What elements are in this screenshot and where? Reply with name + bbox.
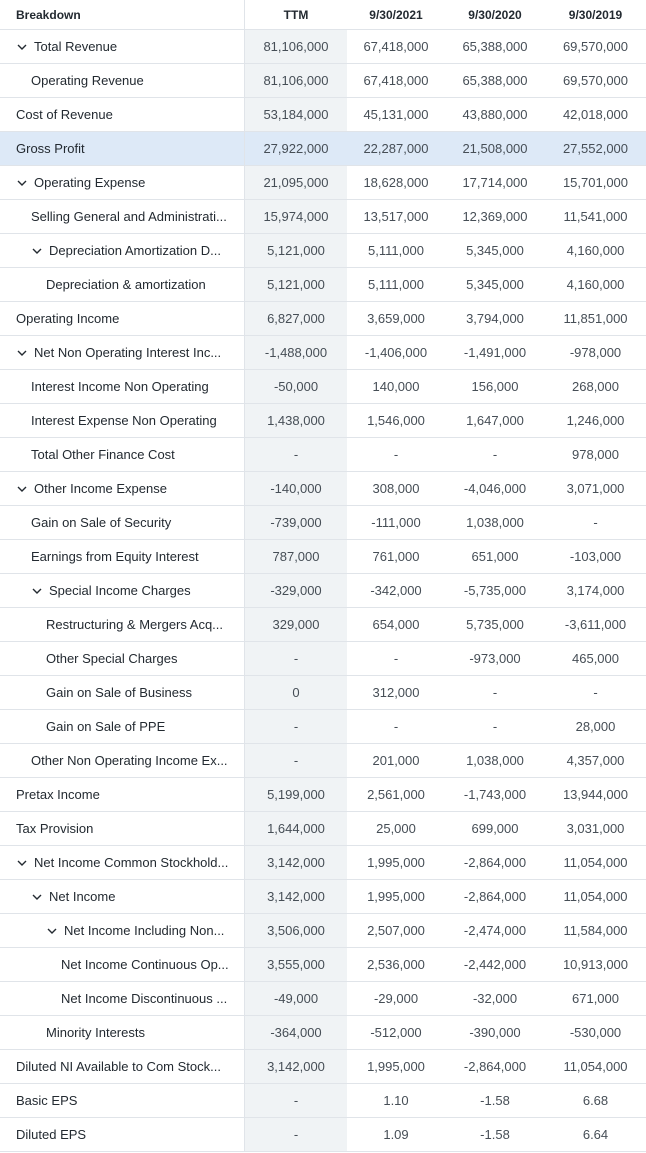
row-value: 67,418,000	[347, 64, 445, 97]
row-label-expandable[interactable]	[0, 472, 245, 505]
row-value: 81,106,000	[245, 64, 347, 97]
row-value: 11,584,000	[545, 914, 646, 947]
chevron-down-icon[interactable]	[16, 857, 28, 869]
row-label	[0, 540, 245, 573]
row-value: 268,000	[545, 370, 646, 403]
row-value: -978,000	[545, 336, 646, 369]
row-label-text: Tax Provision	[16, 821, 94, 836]
table-row	[0, 608, 646, 642]
table-row	[0, 880, 646, 914]
row-value: 1,995,000	[347, 846, 445, 879]
row-value: -2,864,000	[445, 846, 545, 879]
row-label-text: Net Income	[49, 889, 116, 904]
row-value: 25,000	[347, 812, 445, 845]
row-label-text: Total Revenue	[34, 39, 118, 54]
row-value: 11,054,000	[545, 1050, 646, 1083]
row-label-text: Depreciation & amortization	[46, 277, 206, 292]
row-value: 699,000	[445, 812, 545, 845]
table-row	[0, 472, 646, 506]
row-label-expandable[interactable]	[0, 234, 245, 267]
row-value: -2,474,000	[445, 914, 545, 947]
row-value: 654,000	[347, 608, 445, 641]
row-value: -1,491,000	[445, 336, 545, 369]
row-value: -390,000	[445, 1016, 545, 1049]
header-2020: 9/30/2020	[445, 0, 545, 29]
row-value: 978,000	[545, 438, 646, 471]
row-value: -	[445, 438, 545, 471]
row-label-text: Net Income Including Non...	[64, 923, 225, 938]
row-value: 1,546,000	[347, 404, 445, 437]
table-body	[0, 30, 646, 1152]
row-value: 5,121,000	[245, 268, 347, 301]
row-value: 13,517,000	[347, 200, 445, 233]
row-label	[0, 302, 245, 335]
row-value: 53,184,000	[245, 98, 347, 131]
row-value: 4,357,000	[545, 744, 646, 777]
row-value: 4,160,000	[545, 234, 646, 267]
row-value: -50,000	[245, 370, 347, 403]
row-value: 0	[245, 676, 347, 709]
row-value: 22,287,000	[347, 132, 445, 165]
table-row	[0, 1118, 646, 1152]
row-value: 69,570,000	[545, 64, 646, 97]
row-label-text: Interest Income Non Operating	[31, 379, 209, 394]
table-row	[0, 1016, 646, 1050]
table-row	[0, 234, 646, 268]
table-row	[0, 744, 646, 778]
row-value: -5,735,000	[445, 574, 545, 607]
row-value: 5,111,000	[347, 234, 445, 267]
chevron-down-icon[interactable]	[16, 347, 28, 359]
row-value: 5,735,000	[445, 608, 545, 641]
row-value: -	[545, 506, 646, 539]
row-value: 3,142,000	[245, 880, 347, 913]
row-value: 27,922,000	[245, 132, 347, 165]
row-value: 6.68	[545, 1084, 646, 1117]
row-value: 11,054,000	[545, 880, 646, 913]
table-row	[0, 64, 646, 98]
row-value: -	[445, 710, 545, 743]
row-label	[0, 268, 245, 301]
table-row	[0, 1084, 646, 1118]
table-row	[0, 642, 646, 676]
table-row	[0, 268, 646, 302]
row-value: 43,880,000	[445, 98, 545, 131]
row-value: -	[445, 676, 545, 709]
row-label	[0, 676, 245, 709]
row-value: 45,131,000	[347, 98, 445, 131]
row-label-text: Minority Interests	[46, 1025, 145, 1040]
row-value: -1,743,000	[445, 778, 545, 811]
row-label-text: Diluted EPS	[16, 1127, 87, 1142]
row-value: 3,506,000	[245, 914, 347, 947]
row-value: 5,199,000	[245, 778, 347, 811]
row-label-text: Other Special Charges	[46, 651, 178, 666]
row-value: 65,388,000	[445, 30, 545, 63]
row-label-text: Gain on Sale of PPE	[46, 719, 166, 734]
row-value: -	[245, 744, 347, 777]
table-row	[0, 710, 646, 744]
row-value: 1,644,000	[245, 812, 347, 845]
row-label	[0, 64, 245, 97]
row-label-text: Restructuring & Mergers Acq...	[46, 617, 224, 632]
row-value: 6,827,000	[245, 302, 347, 335]
row-label-text: Other Income Expense	[34, 481, 167, 496]
row-value: -4,046,000	[445, 472, 545, 505]
row-value: 1.10	[347, 1084, 445, 1117]
row-value: -32,000	[445, 982, 545, 1015]
row-value: 201,000	[347, 744, 445, 777]
row-value: 15,974,000	[245, 200, 347, 233]
row-label-text: Depreciation Amortization D...	[49, 243, 221, 258]
row-label	[0, 642, 245, 675]
row-value: 3,555,000	[245, 948, 347, 981]
row-value: 13,944,000	[545, 778, 646, 811]
row-label-text: Gain on Sale of Business	[46, 685, 192, 700]
row-value: -329,000	[245, 574, 347, 607]
row-value: -2,864,000	[445, 880, 545, 913]
row-value: -111,000	[347, 506, 445, 539]
row-label	[0, 1016, 245, 1049]
row-value: 312,000	[347, 676, 445, 709]
row-label	[0, 1118, 245, 1151]
table-row	[0, 370, 646, 404]
table-row	[0, 200, 646, 234]
row-value: 787,000	[245, 540, 347, 573]
header-ttm: TTM	[245, 0, 347, 29]
row-value: 2,536,000	[347, 948, 445, 981]
row-label-text: Net Income Discontinuous ...	[61, 991, 228, 1006]
row-value: 1.09	[347, 1118, 445, 1151]
row-label-text: Cost of Revenue	[16, 107, 113, 122]
row-value: -1.58	[445, 1118, 545, 1151]
row-label-text: Special Income Charges	[49, 583, 191, 598]
row-label	[0, 506, 245, 539]
row-value: 2,507,000	[347, 914, 445, 947]
row-label	[0, 1050, 245, 1083]
chevron-down-icon[interactable]	[16, 483, 28, 495]
row-value: 1,438,000	[245, 404, 347, 437]
row-value: 65,388,000	[445, 64, 545, 97]
chevron-down-icon[interactable]	[31, 245, 43, 257]
row-value: 1,038,000	[445, 506, 545, 539]
row-value: -3,611,000	[545, 608, 646, 641]
row-value: -1,406,000	[347, 336, 445, 369]
table-row	[0, 302, 646, 336]
row-value: 11,541,000	[545, 200, 646, 233]
row-value: -973,000	[445, 642, 545, 675]
row-value: 1,995,000	[347, 1050, 445, 1083]
row-value: 5,111,000	[347, 268, 445, 301]
row-value: 6.64	[545, 1118, 646, 1151]
row-value: 11,054,000	[545, 846, 646, 879]
row-value: 17,714,000	[445, 166, 545, 199]
chevron-down-icon[interactable]	[31, 891, 43, 903]
row-value: -364,000	[245, 1016, 347, 1049]
row-value: 27,552,000	[545, 132, 646, 165]
row-label	[0, 200, 245, 233]
row-value: 140,000	[347, 370, 445, 403]
row-value: -	[347, 710, 445, 743]
row-value: -1.58	[445, 1084, 545, 1117]
chevron-down-icon[interactable]	[46, 925, 58, 937]
table-row	[0, 914, 646, 948]
table-row	[0, 506, 646, 540]
table-row	[0, 30, 646, 64]
row-value: 3,659,000	[347, 302, 445, 335]
row-label	[0, 778, 245, 811]
row-value: 156,000	[445, 370, 545, 403]
row-value: 15,701,000	[545, 166, 646, 199]
table-row	[0, 982, 646, 1016]
row-label-expandable[interactable]	[0, 336, 245, 369]
row-label-text: Selling General and Administrati...	[31, 209, 227, 224]
row-label-text: Net Income Continuous Op...	[61, 957, 229, 972]
row-value: -	[245, 642, 347, 675]
table-row	[0, 676, 646, 710]
table-row	[0, 1050, 646, 1084]
row-value: 3,031,000	[545, 812, 646, 845]
table-row	[0, 540, 646, 574]
row-label-text: Diluted NI Available to Com Stock...	[16, 1059, 221, 1074]
row-label	[0, 370, 245, 403]
table-row	[0, 948, 646, 982]
table-row	[0, 132, 646, 166]
row-value: 69,570,000	[545, 30, 646, 63]
row-value: 12,369,000	[445, 200, 545, 233]
row-value: 465,000	[545, 642, 646, 675]
row-label-expandable[interactable]	[0, 30, 245, 63]
row-label-expandable[interactable]	[0, 166, 245, 199]
row-label-expandable[interactable]	[0, 846, 245, 879]
row-value: 329,000	[245, 608, 347, 641]
row-label	[0, 982, 245, 1015]
row-value: 21,508,000	[445, 132, 545, 165]
table-row	[0, 438, 646, 472]
row-label	[0, 438, 245, 471]
row-value: -	[347, 438, 445, 471]
row-label-text: Other Non Operating Income Ex...	[31, 753, 228, 768]
row-value: -512,000	[347, 1016, 445, 1049]
header-2021: 9/30/2021	[347, 0, 445, 29]
row-value: -	[245, 710, 347, 743]
row-label-text: Operating Expense	[34, 175, 146, 190]
row-label-text: Earnings from Equity Interest	[31, 549, 199, 564]
row-value: 1,995,000	[347, 880, 445, 913]
row-label-text: Operating Income	[16, 311, 120, 326]
row-value: -	[545, 676, 646, 709]
row-value: 3,174,000	[545, 574, 646, 607]
row-label	[0, 608, 245, 641]
row-label-text: Basic EPS	[16, 1093, 78, 1108]
row-value: -342,000	[347, 574, 445, 607]
row-value: 1,038,000	[445, 744, 545, 777]
row-value: 81,106,000	[245, 30, 347, 63]
row-value: 10,913,000	[545, 948, 646, 981]
table-row	[0, 812, 646, 846]
row-label-text: Operating Revenue	[31, 73, 144, 88]
table-row	[0, 778, 646, 812]
chevron-down-icon[interactable]	[16, 177, 28, 189]
row-value: 3,794,000	[445, 302, 545, 335]
row-value: -140,000	[245, 472, 347, 505]
row-label-text: Total Other Finance Cost	[31, 447, 175, 462]
row-value: 1,647,000	[445, 404, 545, 437]
row-value: 11,851,000	[545, 302, 646, 335]
row-value: 42,018,000	[545, 98, 646, 131]
table-row	[0, 166, 646, 200]
row-value: -103,000	[545, 540, 646, 573]
row-label	[0, 404, 245, 437]
header-breakdown: Breakdown	[0, 0, 245, 29]
row-value: 671,000	[545, 982, 646, 1015]
row-label	[0, 98, 245, 131]
row-value: 1,246,000	[545, 404, 646, 437]
row-value: 5,121,000	[245, 234, 347, 267]
row-value: 28,000	[545, 710, 646, 743]
row-value: -739,000	[245, 506, 347, 539]
row-label-expandable[interactable]	[0, 574, 245, 607]
row-value: 3,142,000	[245, 1050, 347, 1083]
row-value: -	[245, 438, 347, 471]
row-value: 18,628,000	[347, 166, 445, 199]
row-value: 761,000	[347, 540, 445, 573]
row-value: 5,345,000	[445, 234, 545, 267]
row-label-text: Gross Profit	[16, 141, 85, 156]
table-row	[0, 98, 646, 132]
row-label	[0, 744, 245, 777]
table-row	[0, 574, 646, 608]
row-value: 3,142,000	[245, 846, 347, 879]
table-row	[0, 404, 646, 438]
row-label	[0, 948, 245, 981]
row-label-text: Interest Expense Non Operating	[31, 413, 217, 428]
row-value: -2,864,000	[445, 1050, 545, 1083]
row-value: -49,000	[245, 982, 347, 1015]
row-label-expandable[interactable]	[0, 914, 245, 947]
row-label	[0, 812, 245, 845]
row-value: 2,561,000	[347, 778, 445, 811]
row-value: 21,095,000	[245, 166, 347, 199]
row-value: 308,000	[347, 472, 445, 505]
row-value: -29,000	[347, 982, 445, 1015]
row-label-text: Net Non Operating Interest Inc...	[34, 345, 222, 360]
row-label	[0, 710, 245, 743]
row-value: 5,345,000	[445, 268, 545, 301]
row-value: 3,071,000	[545, 472, 646, 505]
row-value: -530,000	[545, 1016, 646, 1049]
header-2019: 9/30/2019	[545, 0, 646, 29]
chevron-down-icon[interactable]	[16, 41, 28, 53]
row-value: -1,488,000	[245, 336, 347, 369]
row-label-expandable[interactable]	[0, 880, 245, 913]
row-value: -2,442,000	[445, 948, 545, 981]
row-label	[0, 132, 245, 165]
row-label-text: Gain on Sale of Security	[31, 515, 172, 530]
row-label	[0, 1084, 245, 1117]
row-label-text: Net Income Common Stockhold...	[34, 855, 229, 870]
row-value: -	[245, 1084, 347, 1117]
row-value: -	[347, 642, 445, 675]
table-row	[0, 846, 646, 880]
row-value: 67,418,000	[347, 30, 445, 63]
row-value: 651,000	[445, 540, 545, 573]
row-value: 4,160,000	[545, 268, 646, 301]
row-value: -	[245, 1118, 347, 1151]
table-row	[0, 336, 646, 370]
table-header	[0, 0, 646, 30]
chevron-down-icon[interactable]	[31, 585, 43, 597]
row-label-text: Pretax Income	[16, 787, 100, 802]
